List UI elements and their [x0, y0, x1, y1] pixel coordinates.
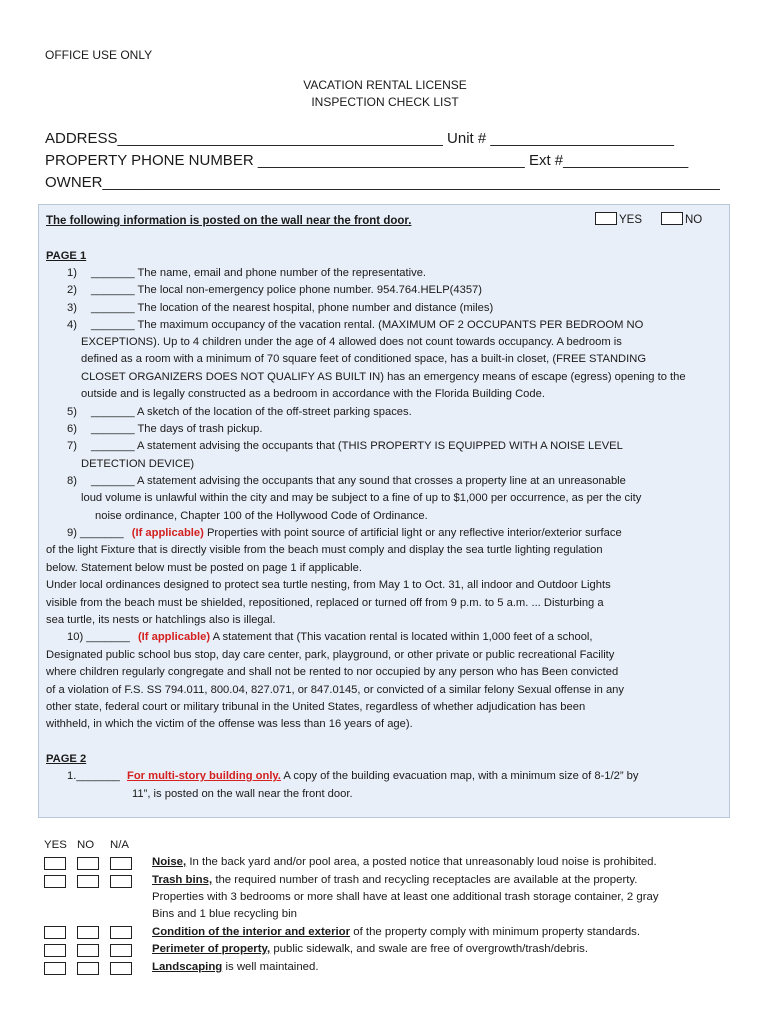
noise-na-checkbox[interactable]: [110, 857, 132, 870]
item-text-cont: Under local ordinances designed to protect sea turtle nesting, from May 1 to Oct. 31, all indoor and Outdoor Lights: [46, 579, 611, 591]
trash-cont: Properties with 3 bedrooms or more shall have at least one additional trash storage container, 2 gray: [152, 891, 659, 903]
perimeter-no-checkbox[interactable]: [77, 944, 99, 957]
trash-na-checkbox[interactable]: [110, 875, 132, 888]
item-num: 8): [67, 475, 77, 487]
item10-line: [67, 629, 593, 645]
col-na-header: N/A: [110, 839, 129, 851]
page2-heading: PAGE 2: [46, 753, 87, 765]
item-num: 6): [67, 423, 77, 435]
item-text-cont: of a violation of F.S. SS 794.011, 800.04, 827.071, or 847.0145, or convicted of a similar felony Sexual offense in any: [46, 684, 624, 696]
owner-field[interactable]: OWNER__________________________________________________________________________: [45, 174, 720, 191]
list-item: _______ The days of trash pickup.: [91, 423, 263, 435]
item-num: 5): [67, 406, 77, 418]
item-text-cont: loud volume is unlawful within the city and may be subject to a fine of up to $1,000 per occurrence, as per the city: [81, 492, 642, 504]
address-field[interactable]: ADDRESS_______________________________________ Unit # ______________________: [45, 130, 674, 147]
item-text-cont: CLOSET ORGANIZERS DOES NOT QUALIFY AS BUILT IN) has an emergency means of escape (egress) opening to the: [81, 371, 686, 383]
if-applicable-label: (If applicable): [131, 527, 204, 539]
page2-text: A copy of the building evacuation map, with a minimum size of 8-1/2” by: [283, 770, 639, 782]
landscaping-yes-checkbox[interactable]: [44, 962, 66, 975]
condition-na-checkbox[interactable]: [110, 926, 132, 939]
item-text-cont: below. Statement below must be posted on page 1 if applicable.: [46, 562, 362, 574]
perimeter-label: Perimeter of property,: [152, 943, 271, 955]
landscaping-text: is well maintained.: [225, 961, 319, 973]
page2-prefix: 1._______: [67, 770, 120, 782]
list-item: _______ A statement advising the occupants that any sound that crosses a property line at an unreasonable: [91, 475, 626, 487]
checklist-row: [152, 872, 637, 888]
item-text-cont: noise ordinance, Chapter 100 of the Hollywood Code of Ordinance.: [95, 510, 428, 522]
item-text-cont: Designated public school bus stop, day care center, park, playground, or other private or public recreational Facility: [46, 649, 615, 661]
page1-heading: PAGE 1: [46, 250, 87, 262]
noise-no-checkbox[interactable]: [77, 857, 99, 870]
item-num: 3): [67, 302, 77, 314]
noise-label: Noise,: [152, 856, 187, 868]
landscaping-label: Landscaping: [152, 961, 223, 973]
noise-text: In the back yard and/or pool area, a posted notice that unreasonably loud noise is prohibited.: [189, 856, 657, 868]
perimeter-text: public sidewalk, and swale are free of overgrowth/trash/debris.: [273, 943, 588, 955]
list-item: _______ A sketch of the location of the off-street parking spaces.: [91, 406, 412, 418]
item-text-cont: outside and is legally constructed as a bedroom in accordance with the Florida Building Code.: [81, 388, 545, 400]
item9-text: Properties with point source of artificial light or any reflective interior/exterior surface: [206, 527, 622, 539]
item-text-cont: DETECTION DEVICE): [81, 458, 195, 470]
item-text-cont: defined as a room with a minimum of 70 square feet of conditioned space, has a built-in closet, (FREE STANDING: [81, 353, 647, 365]
list-item: _______ A statement advising the occupants that (THIS PROPERTY IS EQUIPPED WITH A NOISE LEVEL: [91, 440, 623, 452]
item-text-cont: of the light Fixture that is directly visible from the beach must comply and display the sea turtle lighting regulation: [46, 544, 603, 556]
posted-no-label: NO: [685, 214, 703, 226]
trash-text: the required number of trash and recycling receptacles are available at the property.: [215, 874, 638, 886]
office-use-label: OFFICE USE ONLY: [45, 48, 153, 62]
list-item: _______ The maximum occupancy of the vacation rental. (MAXIMUM OF 2 OCCUPANTS PER BEDROOM NO: [91, 319, 644, 331]
trash-no-checkbox[interactable]: [77, 875, 99, 888]
phone-field[interactable]: PROPERTY PHONE NUMBER ________________________________ Ext #_______________: [45, 152, 689, 169]
item-text-cont: EXCEPTIONS). Up to 4 children under the age of 4 allowed does not count towards occupancy. A bedroom is: [81, 336, 622, 348]
item-text-cont: 11”, is posted on the wall near the front door.: [132, 788, 353, 800]
item-text-cont: where children regularly congregate and shall not be rented to nor occupied by any person who has Been convicted: [46, 666, 619, 678]
item-num: 4): [67, 319, 77, 331]
if-applicable-label: (If applicable): [137, 631, 211, 643]
posted-intro: The following information is posted on the wall near the front door.: [46, 215, 412, 227]
list-item: _______ The local non-emergency police phone number. 954.764.HELP(4357): [91, 284, 483, 296]
condition-text: of the property comply with minimum property standards.: [353, 926, 641, 938]
condition-no-checkbox[interactable]: [77, 926, 99, 939]
list-item: _______ The location of the nearest hospital, phone number and distance (miles): [91, 302, 494, 314]
posted-info-panel: [38, 204, 730, 818]
page2-item: [67, 768, 639, 784]
posted-yes-label: YES: [619, 214, 643, 226]
item10-text: A statement that (This vacation rental is located within 1,000 feet of a school,: [212, 631, 593, 643]
item-num: 7): [67, 440, 77, 452]
item-num: 2): [67, 284, 77, 296]
checklist-row: [152, 854, 657, 870]
checklist-row: [152, 959, 319, 975]
posted-no-checkbox[interactable]: [661, 212, 683, 225]
multi-story-label: For multi-story building only.: [127, 770, 281, 782]
item-text-cont: withheld, in which the victim of the offense was less than 16 years of age).: [46, 718, 413, 730]
noise-yes-checkbox[interactable]: [44, 857, 66, 870]
posted-yes-checkbox[interactable]: [595, 212, 617, 225]
col-yes-header: YES: [44, 839, 67, 851]
item-text-cont: visible from the beach must be shielded, repositioned, replaced or turned off from 9 p.m. to 5 a.m. ... Disturbing a: [46, 597, 604, 609]
condition-label: Condition of the interior and exterior: [152, 926, 351, 938]
item9-prefix: 9) _______: [67, 527, 124, 539]
trash-cont: Bins and 1 blue recycling bin: [152, 908, 298, 920]
item-num: 1): [67, 267, 77, 279]
item-text-cont: other state, federal court or military tribunal in the United States, regardless of whether adjudication has been: [46, 701, 586, 713]
perimeter-yes-checkbox[interactable]: [44, 944, 66, 957]
landscaping-na-checkbox[interactable]: [110, 962, 132, 975]
landscaping-no-checkbox[interactable]: [77, 962, 99, 975]
col-no-header: NO: [77, 839, 95, 851]
trash-yes-checkbox[interactable]: [44, 875, 66, 888]
item-text-cont: sea turtle, its nests or hatchlings also is illegal.: [46, 614, 276, 626]
trash-label: Trash bins,: [152, 874, 213, 886]
form-subtitle: INSPECTION CHECK LIST: [311, 95, 459, 109]
item9-line: [67, 525, 622, 541]
checklist-row: [152, 941, 588, 957]
item10-prefix: 10) _______: [67, 631, 130, 643]
perimeter-na-checkbox[interactable]: [110, 944, 132, 957]
form-title: VACATION RENTAL LICENSE: [303, 78, 467, 92]
checklist-row: [152, 924, 640, 940]
list-item: _______ The name, email and phone number of the representative.: [91, 267, 427, 279]
condition-yes-checkbox[interactable]: [44, 926, 66, 939]
